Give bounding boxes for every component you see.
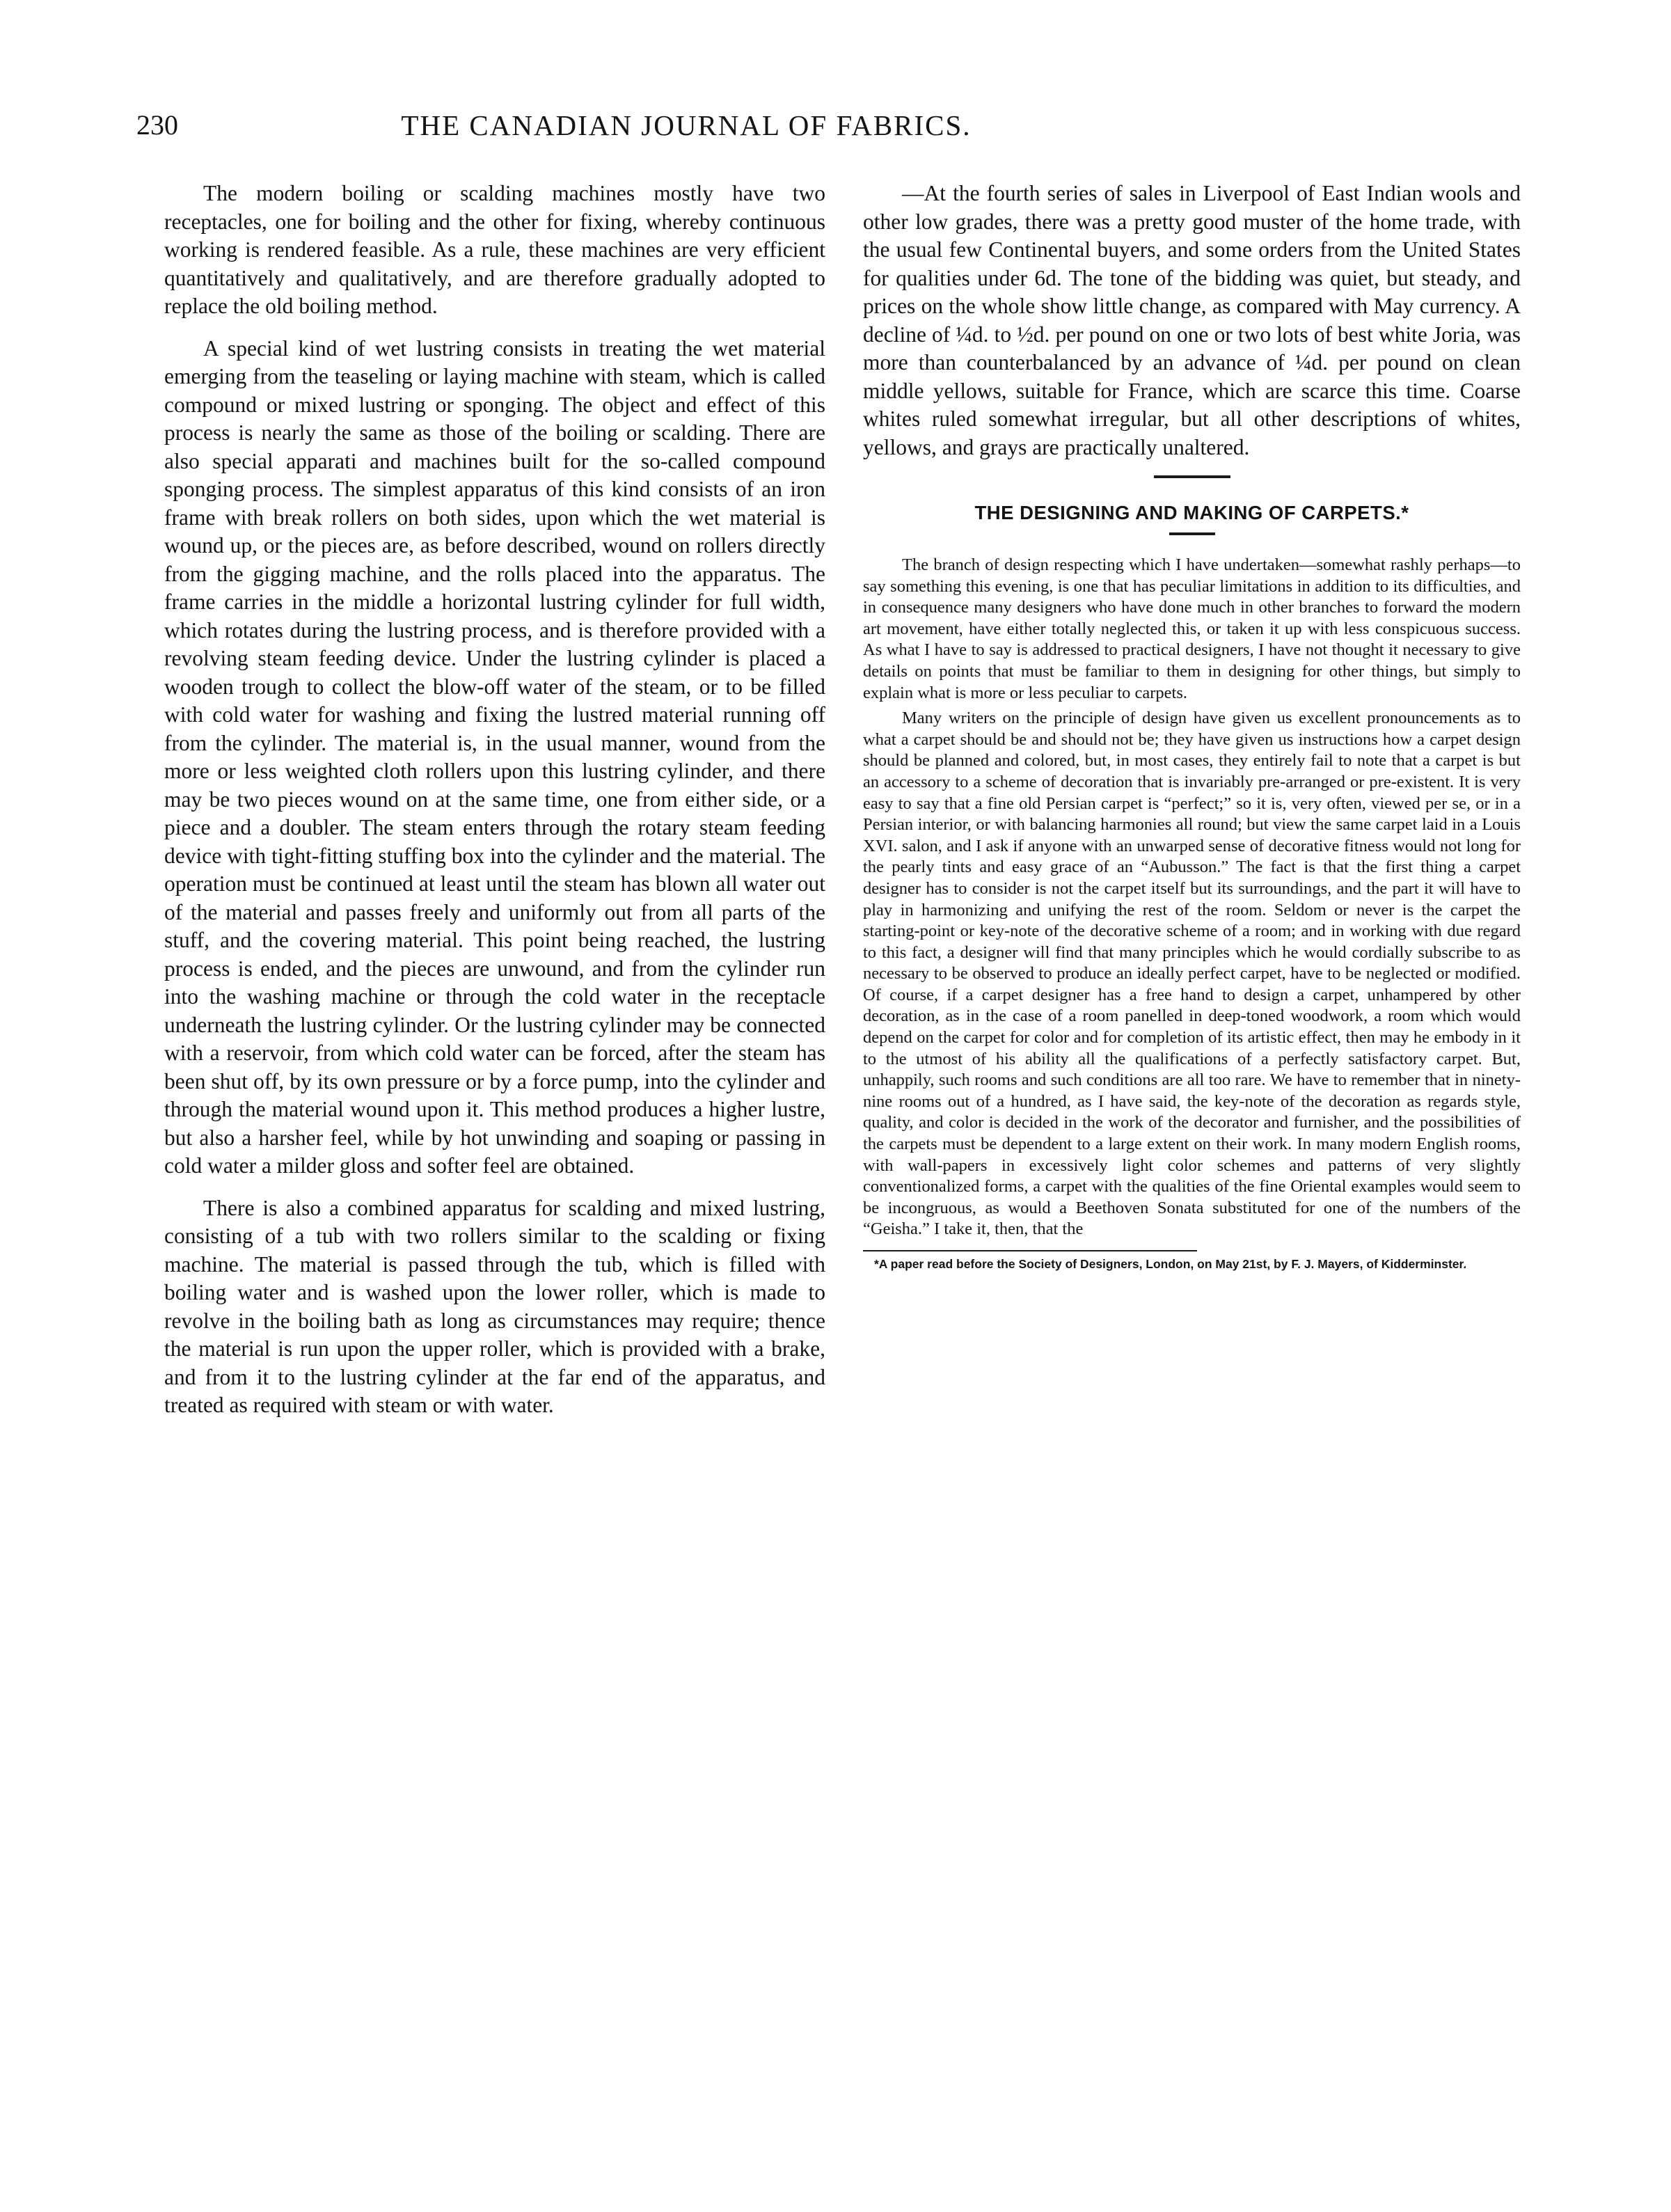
article-title: THE DESIGNING AND MAKING OF CARPETS.*: [974, 502, 1409, 523]
heading-rule-bottom: [1169, 532, 1215, 535]
running-head: [136, 104, 1187, 146]
footnote-rule: [863, 1250, 1197, 1251]
paragraph-boiling-machines: The modern boiling or scalding machines mostly have two receptacles, one for boiling and the other for fixing, whereby continuous working is rendered feasible. As a rule, these machines are very efficient quantitatively and qualitatively, and are therefore gradually adopted to replace the old boiling method.: [164, 181, 825, 318]
footnote: *A paper read before the Society of Designers, London, on May 21st, by F. J. Mayers, of Kidderminster.: [874, 1257, 1467, 1271]
article-paragraph: Many writers on the principle of design have given us excellent pronouncements as to what a carpet should be and should not be; they have given us instructions how a carpet design should be planned and colored, but, in most cases, they entirely fail to note that a carpet is but an accessory to a scheme of decoration that is invariably pre-arranged or pre-existent. It is very easy to say that a fine old Persian carpet is “perfect;” so it is, very often, viewed per se, or in a Persian interior, or with balancing harmonies all round; but view the same carpet laid in a Louis XVI. salon, and I ask if anyone with an unwarped sense of decorative fitness would not long for the pearly tints and easy grace of an “Aubusson.” The fact is that the first thing a carpet designer has to consider is not the carpet itself but its surroundings, and the part it will have to play in harmonizing and unifying the rest of the room. Seldom or never is the carpet the starting-point or key-note of the decorative scheme of a room; and in working with due regard to this fact, a designer will find that many principles which he would cordially subscribe to as necessary to be observed to produce an ideally perfect carpet, have to be neglected or modified. Of course, if a carpet designer has a free hand to design a carpet, unhampered by other decoration, as in the case of a room panelled in deep-toned woodwork, a room which would depend on the carpet for color and for completion of its artistic effect, then may he embody in it to the utmost of his ability all the qualifications of a perfectly satisfactory carpet. But, unhappily, such rooms and such conditions are all too rare. We have to remember that in ninety-nine rooms out of a hundred, as I have said, the key-note of the decoration as regards style, quality, and color is decided in the work of the decorator and furnisher, and the possibilities of the carpets must be dependent to a large extent on their work. In many modern English rooms, with wall-papers in excessively light color schemes and patterns of very slightly conventionalized forms, a carpet with the qualities of the fine Oriental examples would seem to be incongruous, as would a Beethoven Sonata substituted for one of the numbers of the “Geisha.” I take it, then, that the: [863, 709, 1521, 1239]
article-paragraph: The branch of design respecting which I have undertaken—somewhat rashly perhaps—to say something this evening, is one that has peculiar limitations in addition to its difficulties, and in consequence many designers who have done much in other branches to forward the modern art movement, have either totally neglected this, or taken it up with less conspicuous success. As what I have to say is addressed to practical designers, I have not thought it necessary to give details on points that must be familiar to them in designing for other things, but simply to explain what is more or less peculiar to carpets.: [863, 555, 1521, 702]
heading-rule-top: [1154, 475, 1230, 478]
paragraph-combined-apparatus: There is also a combined apparatus for scalding and mixed lustring, consisting of a tub with two rollers similar to the scalding or fixing machine. The material is passed through the tub, which is filled with boiling water and is washed upon the lower roller, which is made to revolve in the boiling bath as long as circumstances may require; thence the material is run upon the upper roller, which is provided with a brake, and from it to the lustring cylinder at the far end of the apparatus, and treated as required with steam or with water.: [164, 1195, 825, 1417]
page-number: 230: [136, 109, 178, 141]
news-item-liverpool-sales: —At the fourth series of sales in Liverpool of East Indian wools and other low grades, there was a pretty good muster of the home trade, with the usual few Continental buyers, and some orders from the United States for qualities under 6d. The tone of the bidding was quiet, but steady, and prices on the whole show little change, as compared with May currency. A decline of ¼d. to ½d. per pound on one or two lots of best white Joria, was more than counterbalanced by an advance of ¼d. per pound on clean middle yellows, suitable for France, which are scarce this time. Coarse whites ruled somewhat irregular, but all other descriptions of whites, yellows, and grays are practically unaltered.: [863, 181, 1521, 459]
right-column: [863, 180, 1521, 1272]
paragraph-wet-lustring: A special kind of wet lustring consists in treating the wet material emerging from the teaseling or laying machine with steam, which is called compound or mixed lustring or sponging. The object and effect of this process is nearly the same as those of the boiling or scalding. There are also special apparati and machines built for the so-called compound sponging process. The simplest apparatus of this kind consists of an iron frame with break rollers on both sides, upon which the wet material is wound up, or the pieces are, as before described, wound on rollers directly from the gigging machine, and the rolls placed into the apparatus. The frame carries in the middle a horizontal lustring cylinder for full width, which rotates during the lustring process, and is therefore provided with a revolving steam feeding device. Under the lustring cylinder is placed a wooden trough to collect the blow-off water of the steam, or to be filled with cold water for washing and fixing the lustred material running off from the cylinder. The material is, in the usual manner, wound from the more or less weighted cloth rollers upon this lustring cylinder, and there may be two pieces wound on at the same time, one from either side, or a piece and a doubler. The steam enters through the rotary steam feeding device with tight-fitting stuffing box into the cylinder and the material. The operation must be continued at least until the steam has blown all water out of the material and passes freely and uniformly out from all parts of the stuff, and the covering material. This point being reached, the lustring process is ended, and the pieces are unwound, and from the cylinder run into the washing machine or through the cold water in the receptacle underneath the lustring cylinder. Or the lustring cylinder may be connected with a reservoir, from which cold water can be forced, after the steam has been shut off, by its own pressure or by a force pump, into the cylinder and through the material wound upon it. This method produces a higher lustre, but also a harsher feel, while by hot unwinding and soaping or passing in cold water a milder gloss and softer feel are obtained.: [164, 335, 825, 1178]
journal-title: THE CANADIAN JOURNAL OF FABRICS.: [401, 109, 972, 141]
left-column: [164, 180, 825, 1434]
